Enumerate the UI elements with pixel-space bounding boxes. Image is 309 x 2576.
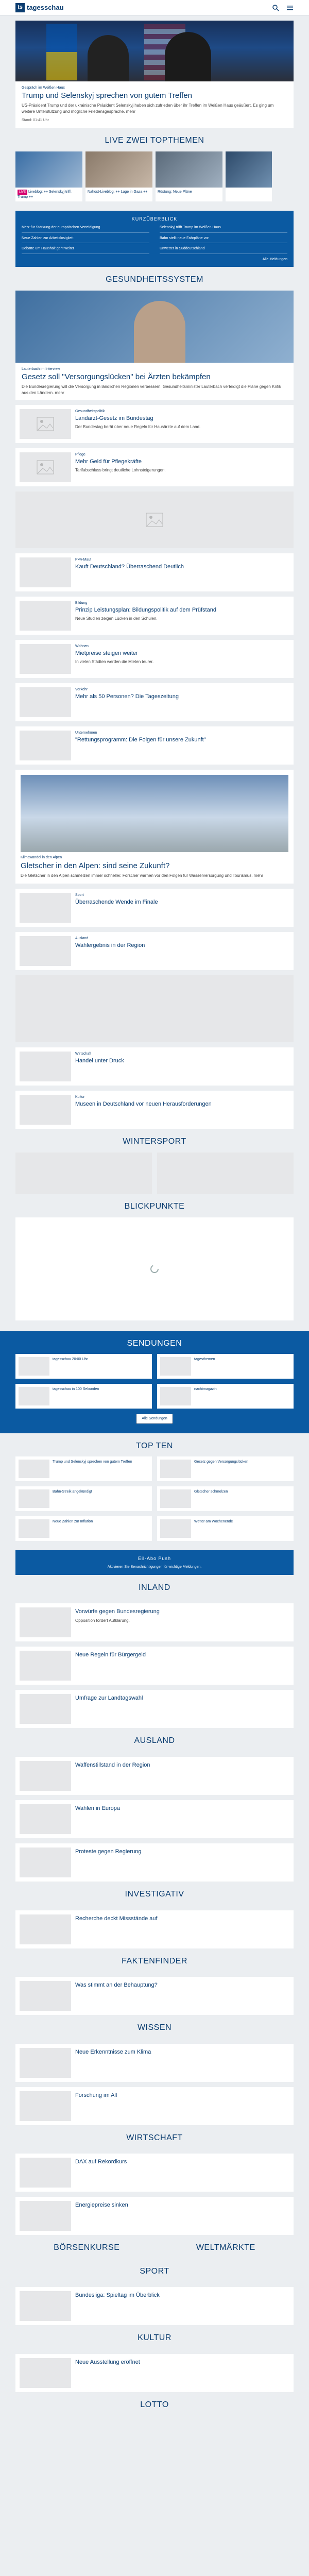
kurz-item[interactable]: Bahn stellt neue Fahrpläne vor xyxy=(160,236,287,243)
story-headline[interactable]: Neue Ausstellung eröffnet xyxy=(75,2359,140,2366)
image-placeholder xyxy=(20,557,71,587)
sendung-label: tagesthemen xyxy=(194,1358,215,1362)
story-card[interactable] xyxy=(15,2044,294,2082)
sendung-card[interactable] xyxy=(15,1384,152,1409)
menu-icon[interactable] xyxy=(286,4,294,11)
story-headline[interactable]: DAX auf Rekordkurs xyxy=(75,2159,127,2165)
topten-item[interactable] xyxy=(15,1516,152,1541)
top-bar xyxy=(0,0,309,15)
sendung-card[interactable] xyxy=(157,1384,294,1409)
story-headline[interactable]: Neue Erkenntnisse zum Klima xyxy=(75,2048,151,2055)
image-placeholder xyxy=(20,731,71,760)
image-placeholder xyxy=(20,936,71,966)
story-card[interactable] xyxy=(15,2087,294,2125)
story-topline: Unternehmen xyxy=(75,731,97,735)
image-placeholder xyxy=(20,893,71,923)
gesundheit-lead-image xyxy=(15,291,294,363)
ausland-title: AUSLAND xyxy=(134,1736,175,1745)
story-headline[interactable]: Was stimmt an der Behauptung? xyxy=(75,1982,158,1989)
topten-item[interactable] xyxy=(15,1486,152,1511)
story-card[interactable] xyxy=(15,683,294,721)
topten-label: Gesetz gegen Versorgungslücken xyxy=(194,1460,249,1464)
live-section-title: LIVE ZWEI TOPTHEMEN xyxy=(105,136,204,145)
story-card[interactable] xyxy=(15,597,294,635)
gesundheit-headline[interactable]: Gesetz soll "Versorgungslücken" bei Ärzten bekämpfen xyxy=(22,372,211,382)
gesundheit-lead[interactable] xyxy=(15,291,294,400)
hero-image xyxy=(15,21,294,81)
topten-item[interactable] xyxy=(157,1516,294,1541)
investigativ-title: INVESTIGATIV xyxy=(125,1889,184,1899)
wissen-title: WISSEN xyxy=(137,2023,172,2032)
live-card-label: Liveblog: ++ Selenskyj trifft Trump ++ xyxy=(18,190,72,199)
big-story-headline[interactable]: Gletscher in den Alpen: sind seine Zukunft? xyxy=(21,861,170,870)
image-placeholder xyxy=(20,1095,71,1125)
topten-label: Trump und Selenskyj sprechen von gutem Treffen xyxy=(53,1460,132,1464)
gesundheit-teaser: Die Bundesregierung will die Versorgung in ländlichen Regionen verbessern. Gesundheitsminister Lauterbach verteidigt die Pläne gegen Kritik aus den Ländern. mehr xyxy=(22,384,281,395)
story-teaser: Neue Studien zeigen Lücken in den Schulen. xyxy=(75,616,158,621)
sendung-card[interactable] xyxy=(157,1354,294,1379)
story-card[interactable] xyxy=(15,1757,294,1795)
story-headline[interactable]: Überraschende Wende im Finale xyxy=(75,899,158,905)
live-card[interactable] xyxy=(156,151,222,202)
story-headline[interactable]: Energiepreise sinken xyxy=(75,2202,128,2209)
sendung-label: tagesschau in 100 Sekunden xyxy=(53,1387,99,1392)
image-placeholder xyxy=(20,1052,71,1081)
story-headline[interactable]: Vorwürfe gegen Bundesregierung xyxy=(75,1608,160,1615)
live-card[interactable] xyxy=(15,151,82,202)
blickpunkte-title: BLICKPUNKTE xyxy=(124,1201,185,1211)
big-story[interactable] xyxy=(15,770,294,884)
weltmaerkte-title[interactable]: WELTMÄRKTE xyxy=(196,2243,255,2252)
wintersport-card[interactable] xyxy=(15,1153,152,1194)
big-story-teaser: Die Gletscher in den Alpen schmelzen immer schneller. Forscher warnen vor den Folgen für Wasserversorgung und Tourismus. mehr xyxy=(21,873,263,878)
story-card[interactable] xyxy=(15,1047,294,1086)
alert-box[interactable] xyxy=(15,1550,294,1575)
topten-label: Wetter am Wochenende xyxy=(194,1520,233,1524)
topten-grid xyxy=(15,1456,294,1541)
story-card[interactable] xyxy=(15,2154,294,2192)
site-logo[interactable] xyxy=(15,3,64,12)
story-headline[interactable]: Proteste gegen Regierung xyxy=(75,1848,142,1855)
story-card[interactable] xyxy=(15,448,294,486)
story-card[interactable] xyxy=(15,1800,294,1838)
lotto-title: LOTTO xyxy=(140,2400,169,2410)
faktenfinder-title: FAKTENFINDER xyxy=(122,1956,187,1965)
hero-story[interactable] xyxy=(15,21,294,128)
story-headline[interactable]: Museen in Deutschland vor neuen Herausforderungen xyxy=(75,1100,212,1107)
story-card[interactable] xyxy=(15,553,294,591)
gesundheit-title: GESUNDHEITSSYSTEM xyxy=(106,275,203,284)
sendungen-band xyxy=(0,1331,309,1433)
story-teaser: Opposition fordert Aufklärung. xyxy=(75,1618,130,1623)
story-topline: Sport xyxy=(75,893,84,897)
story-card[interactable] xyxy=(15,2287,294,2325)
gesundheit-topline: Lauterbach im Interview xyxy=(22,367,60,371)
live-cards xyxy=(15,151,294,202)
story-card[interactable] xyxy=(15,1603,294,1641)
topten-item[interactable] xyxy=(157,1486,294,1511)
story-card[interactable] xyxy=(15,1647,294,1685)
big-story-image xyxy=(21,775,288,852)
live-card[interactable] xyxy=(85,151,152,202)
story-headline[interactable]: Umfrage zur Landtagswahl xyxy=(75,1695,143,1702)
sendung-label: tagesschau 20:00 Uhr xyxy=(53,1358,88,1362)
story-headline[interactable]: Recherche deckt Missstände auf xyxy=(75,1915,158,1922)
blickpunkte-carousel[interactable] xyxy=(15,1217,294,1320)
wintersport-title: WINTERSPORT xyxy=(123,1137,186,1146)
live-card[interactable] xyxy=(226,151,272,202)
story-card[interactable] xyxy=(15,405,294,443)
wintersport-card[interactable] xyxy=(157,1153,294,1194)
story-topline: Bildung xyxy=(75,601,88,605)
topten-label: Bahn-Streik angekündigt xyxy=(53,1490,92,1494)
story-topline: Pkw-Maut xyxy=(75,558,92,562)
story-topline: Pflege xyxy=(75,453,85,457)
alert-title: Eil-Abo Push xyxy=(138,1556,171,1562)
topten-label: Neue Zahlen zur Inflation xyxy=(53,1520,93,1524)
image-placeholder xyxy=(20,601,71,631)
ad-placeholder xyxy=(15,975,294,1042)
topten-title: TOP TEN xyxy=(136,1441,173,1450)
hero-topline: Gespräch im Weißen Haus xyxy=(22,86,65,90)
live-card-label: Nahost-Liveblog: ++ Lage in Gaza ++ xyxy=(88,190,148,194)
kurzueberblick-box xyxy=(15,211,294,267)
sendungen-more-button[interactable]: Alle Sendungen xyxy=(136,1414,173,1423)
story-headline[interactable]: Prinzip Leistungsplan: Bildungspolitik auf dem Prüfstand xyxy=(75,606,216,613)
sendungen-title: SENDUNGEN xyxy=(127,1338,182,1348)
story-headline[interactable]: Waffenstillstand in der Region xyxy=(75,1761,150,1768)
story-card[interactable] xyxy=(15,1910,294,1948)
kurzueberblick-title: KURZÜBERBLICK xyxy=(131,216,178,222)
ad-placeholder xyxy=(15,492,294,548)
story-headline[interactable]: Mietpreise steigen weiter xyxy=(75,650,138,656)
story-card[interactable] xyxy=(15,2197,294,2235)
live-card-label: Rüstung: Neue Pläne xyxy=(158,190,192,194)
logo-text: tagesschau xyxy=(27,3,64,11)
story-headline[interactable]: Mehr Geld für Pflegekräfte xyxy=(75,458,142,465)
story-card[interactable] xyxy=(15,1843,294,1882)
topten-label: Gletscher schmelzen xyxy=(194,1490,228,1494)
logo-mark: ts xyxy=(15,3,25,12)
kurz-item[interactable]: Debatte um Haushalt geht weiter xyxy=(22,246,149,253)
hero-meta: Stand: 01:41 Uhr xyxy=(22,118,49,122)
story-topline: Kultur xyxy=(75,1095,85,1099)
main-content xyxy=(15,21,294,1320)
story-topline: Wohnen xyxy=(75,645,89,649)
loading-icon xyxy=(149,1264,160,1274)
story-teaser: In vielen Städten werden die Mieten teurer. xyxy=(75,659,154,664)
hero-headline[interactable]: Trump und Selenskyj sprechen von gutem Treffen xyxy=(22,91,193,100)
story-topline: Wirtschaft xyxy=(75,1052,92,1056)
kurz-item[interactable]: Selenskyj trifft Trump im Weißen Haus xyxy=(160,225,287,232)
story-headline[interactable]: Handel unter Druck xyxy=(75,1057,124,1064)
inland-title: INLAND xyxy=(139,1583,170,1592)
story-headline[interactable]: Forschung im All xyxy=(75,2092,117,2098)
image-placeholder xyxy=(20,409,71,439)
story-headline[interactable]: Mehr als 50 Personen? Die Tageszeitung xyxy=(75,693,179,700)
story-card[interactable] xyxy=(15,640,294,678)
sendung-label: nachtmagazin xyxy=(194,1387,217,1392)
story-headline[interactable]: Landarzt-Gesetz im Bundestag xyxy=(75,415,153,421)
story-card[interactable] xyxy=(15,1977,294,2015)
hero-teaser: US-Präsident Trump und der ukrainische Präsident Selenskyj haben sich zufrieden über ihr Treffen im Weißen Haus geäußert. Es ging um weitere Unterstützung und mögliche Friedensgespräche. mehr xyxy=(22,103,274,114)
wirtschaft-title: WIRTSCHAFT xyxy=(126,2133,183,2142)
story-card[interactable] xyxy=(15,1690,294,1728)
story-teaser: Tarifabschluss bringt deutliche Lohnsteigerungen. xyxy=(75,467,166,472)
image-placeholder xyxy=(20,644,71,674)
live-badge: LIVE xyxy=(18,190,27,195)
story-topline: Gesundheitspolitik xyxy=(75,410,105,414)
story-headline[interactable]: "Rettungsprogramm: Die Folgen für unsere Zukunft" xyxy=(75,736,206,743)
sendung-card[interactable] xyxy=(15,1354,152,1379)
story-teaser: Der Bundestag berät über neue Regeln für Hausärzte auf dem Land. xyxy=(75,424,201,429)
image-placeholder xyxy=(20,452,71,482)
search-icon[interactable] xyxy=(272,4,279,11)
kurz-item[interactable]: Neue Zahlen zur Arbeitslosigkeit xyxy=(22,236,149,243)
image-placeholder xyxy=(20,687,71,717)
alert-text: Aktivieren Sie Benachrichtigungen für wichtige Meldungen. xyxy=(107,1565,202,1569)
kurz-item[interactable]: Unwetter in Süddeutschland xyxy=(160,246,287,253)
markets-row xyxy=(15,2235,294,2259)
story-headline[interactable]: Wahlergebnis in der Region xyxy=(75,942,145,948)
boersenkurse-title[interactable]: BÖRSENKURSE xyxy=(54,2243,120,2252)
story-headline[interactable]: Bundesliga: Spieltag im Überblick xyxy=(75,2292,160,2299)
big-story-topline: Klimawandel in den Alpen xyxy=(21,856,62,860)
story-headline[interactable]: Neue Regeln für Bürgergeld xyxy=(75,1652,146,1658)
story-card[interactable] xyxy=(15,726,294,765)
story-headline[interactable]: Wahlen in Europa xyxy=(75,1805,121,1811)
header-icons xyxy=(272,4,294,11)
topten-item[interactable] xyxy=(15,1456,152,1481)
story-card[interactable] xyxy=(15,2354,294,2392)
sport-title: SPORT xyxy=(140,2266,169,2276)
story-topline: Ausland xyxy=(75,937,89,941)
story-card[interactable] xyxy=(15,932,294,970)
sendungen-grid xyxy=(15,1354,294,1409)
wintersport-grid xyxy=(15,1153,294,1194)
story-card[interactable] xyxy=(15,1091,294,1129)
story-card[interactable] xyxy=(15,889,294,927)
kurz-more-link[interactable]: Alle Meldungen xyxy=(262,257,287,261)
story-headline[interactable]: Kauft Deutschland? Überraschend Deutlich xyxy=(75,563,184,570)
kurz-item[interactable]: Merz für Stärkung der europäischen Verteidigung xyxy=(22,225,149,232)
story-topline: Verkehr xyxy=(75,688,88,692)
topten-item[interactable] xyxy=(157,1456,294,1481)
kultur-title: KULTUR xyxy=(138,2333,171,2343)
